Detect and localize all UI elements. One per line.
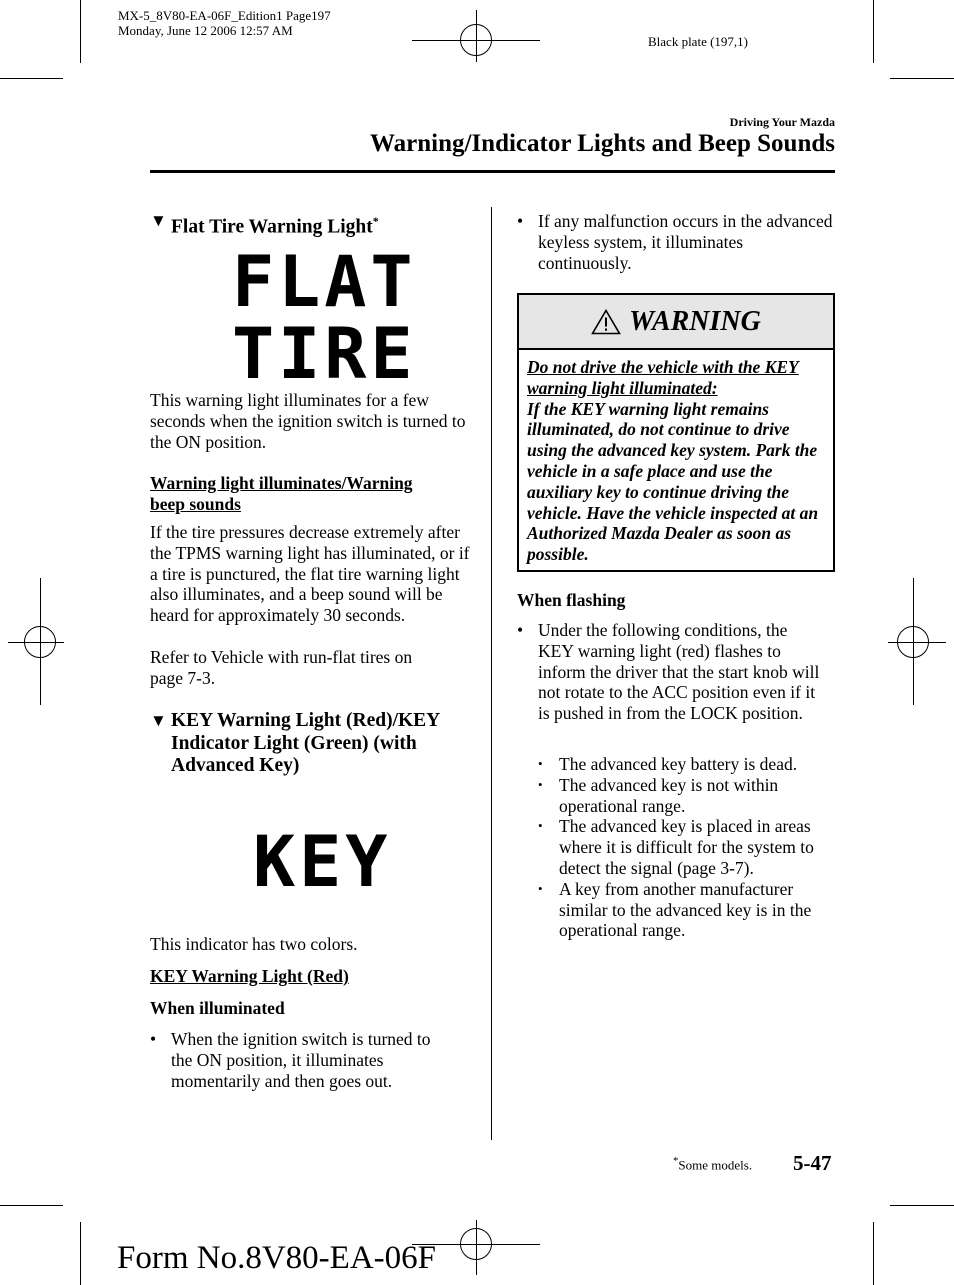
crop-mark <box>80 1222 81 1285</box>
sub-list-item <box>538 816 835 878</box>
key-intro: This indicator has two colors. <box>150 934 358 954</box>
warning-lead: Do not drive the vehicle with the KEY warning light illuminated: <box>527 357 799 398</box>
key-when-illuminated: When illuminated <box>150 998 285 1018</box>
list-item <box>517 211 835 273</box>
page-number: 5-47 <box>793 1151 832 1175</box>
flat-tire-intro: This warning light illuminates for a few seconds when the ignition switch is turned to the ON position. <box>150 390 466 452</box>
sub-list-item-text: The advanced key is placed in areas where it is difficult for the system to detect the signal (page 3-7). <box>559 816 814 878</box>
key-heading <box>150 710 472 778</box>
small-bullet-icon: • <box>538 756 543 771</box>
sub-list-item <box>538 754 835 775</box>
sub-list-item-text: The advanced key is not within operational range. <box>559 774 779 816</box>
list-item-text: When the ignition switch is turned to the ON position, it illuminates momentarily and then goes out. <box>171 1029 431 1091</box>
bullet-icon: • <box>517 211 524 231</box>
footnote-text: Some models. <box>678 1157 753 1173</box>
flat-tire-symbol-line2: TIRE <box>232 313 417 395</box>
footnote <box>673 1155 752 1173</box>
print-info-line2: Monday, June 12 2006 12:57 AM <box>118 23 293 38</box>
crop-mark <box>0 1205 63 1206</box>
warning-text: If the KEY warning light remains illuminated, do not continue to drive using the advanced key system. Park the vehicle in a safe place and use the auxiliary key to continue driving the vehicle. Have the vehicle inspected at an Authorized Mazda Dealer as soon as possible. <box>527 398 819 565</box>
crop-mark <box>890 78 954 79</box>
warning-label: WARNING <box>629 305 761 337</box>
warning-triangle-icon <box>591 309 621 335</box>
flat-tire-heading <box>150 210 472 239</box>
print-info <box>118 8 331 38</box>
small-bullet-icon: • <box>538 880 543 896</box>
list-item <box>150 1029 455 1091</box>
form-number: Form No.8V80-EA-06F <box>117 1240 436 1276</box>
sub-list <box>517 754 835 941</box>
sub-list-item <box>538 775 835 817</box>
crop-mark <box>0 78 63 79</box>
small-bullet-icon: • <box>538 776 543 792</box>
page-title: Warning/Indicator Lights and Beep Sounds <box>370 130 835 157</box>
sub-list-item-text: The advanced key battery is dead. <box>559 754 798 774</box>
flat-tire-symbol-line1: FLAT <box>232 241 417 323</box>
crop-mark <box>873 1222 874 1285</box>
print-info-line1: MX-5_8V80-EA-06F_Edition1 Page197 <box>118 8 331 23</box>
flat-tire-subhead: Warning light illuminates/Warning beep sounds <box>150 473 413 514</box>
warning-box <box>517 293 835 572</box>
list-item-text: If any malfunction occurs in the advanced keyless system, it illuminates continuously. <box>538 211 833 273</box>
when-flashing-heading: When flashing <box>517 590 626 610</box>
warning-body <box>519 350 833 565</box>
small-bullet-icon: • <box>538 818 543 834</box>
title-rule <box>150 170 835 173</box>
key-heading-text: KEY Warning Light (Red)/KEY Indicator Light (Green) (with Advanced Key) <box>171 710 440 776</box>
bullet-icon: • <box>517 620 524 640</box>
flat-tire-heading-text: Flat Tire Warning Light <box>171 216 373 238</box>
crop-mark <box>890 1205 954 1206</box>
triangle-marker-icon: ▼ <box>150 711 167 730</box>
section-label: Driving Your Mazda <box>729 115 835 129</box>
crop-mark <box>80 0 81 63</box>
triangle-marker-icon: ▼ <box>150 211 167 230</box>
crop-mark <box>873 0 874 63</box>
warning-header <box>519 295 833 350</box>
flat-tire-body: If the tire pressures decrease extremely after the TPMS warning light has illuminated, or if a tire is punctured, the flat tire warning light also illuminates, and a beep sound will be heard for approximately 30 seconds. <box>150 522 470 626</box>
column-divider <box>491 207 492 1140</box>
sub-list-item <box>538 879 835 941</box>
asterisk-icon: * <box>673 1155 679 1167</box>
flat-tire-refer: Refer to Vehicle with run-flat tires on page 7-3. <box>150 647 413 688</box>
sub-list-item-text: A key from another manufacturer similar to the advanced key is in the operational range. <box>559 878 812 941</box>
asterisk-icon: * <box>372 214 379 228</box>
key-symbol: KEY <box>253 821 392 903</box>
list-item <box>517 620 827 724</box>
bullet-icon: • <box>150 1029 157 1049</box>
plate-label: Black plate (197,1) <box>648 34 748 49</box>
flat-tire-symbol <box>232 241 417 395</box>
list-item-text: Under the following conditions, the KEY warning light (red) flashes to inform the driver that the start knob will not rotate to the ACC position even if it is pushed in from the LOCK position. <box>538 620 820 724</box>
key-subhead: KEY Warning Light (Red) <box>150 966 349 986</box>
